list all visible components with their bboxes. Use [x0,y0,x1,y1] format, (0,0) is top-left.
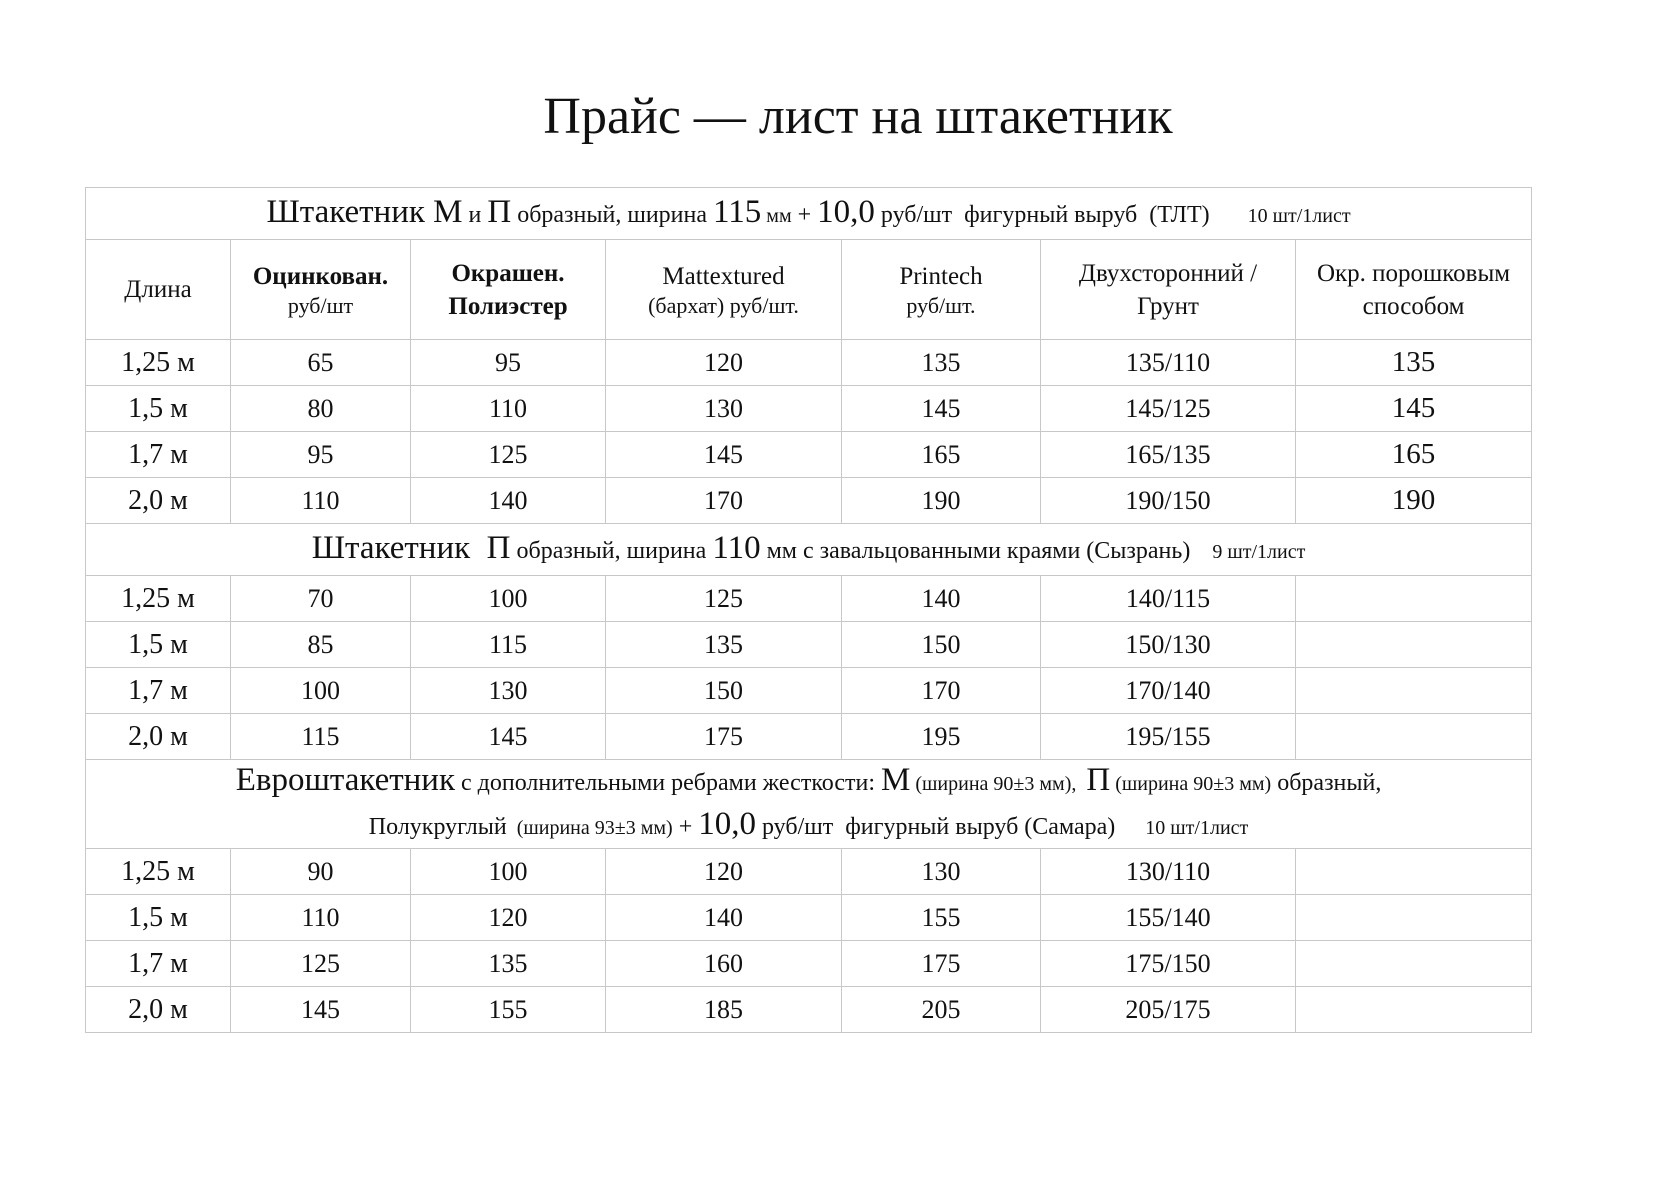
pack-info: 10 шт/1лист [1145,817,1249,839]
cell-len: 1,7 м [86,668,231,714]
cell-double: 205/175 [1041,987,1296,1033]
cell-zinc: 95 [231,432,411,478]
table-row [86,478,1532,524]
cell-matt: 120 [606,849,842,895]
cell-zinc: 85 [231,622,411,668]
cell-printech: 170 [842,668,1041,714]
cell-double: 135/110 [1041,340,1296,386]
cell-len: 2,0 м [86,987,231,1033]
table-row [86,714,1532,760]
section-header-2 [86,524,1532,576]
cell-len: 1,5 м [86,622,231,668]
cell-double: 175/150 [1041,941,1296,987]
table-row [86,386,1532,432]
col-zinc: Оцинкован. руб/шт [231,240,411,340]
cell-printech: 205 [842,987,1041,1033]
cell-len: 1,5 м [86,386,231,432]
cell-matt: 185 [606,987,842,1033]
cell-printech: 175 [842,941,1041,987]
table-row [86,987,1532,1033]
cell-double: 145/125 [1041,386,1296,432]
cell-len: 1,7 м [86,941,231,987]
cell-zinc: 90 [231,849,411,895]
cell-painted: 120 [411,895,606,941]
col-powder: Окр. порошковым способом [1296,240,1532,340]
cell-matt: 125 [606,576,842,622]
cell-matt: 170 [606,478,842,524]
table-row [86,340,1532,386]
cell-len: 2,0 м [86,478,231,524]
col-painted: Окрашен. Полиэстер [411,240,606,340]
cell-matt: 160 [606,941,842,987]
col-printech: Printech руб/шт. [842,240,1041,340]
cell-powder [1296,895,1532,941]
section-title-1: Штакетник М и П образный, ширина 115 мм + 10,0 руб/шт фигурный выруб (ТЛТ) 10 шт/1лист [86,188,1532,240]
cell-matt: 130 [606,386,842,432]
cell-painted: 140 [411,478,606,524]
cell-matt: 120 [606,340,842,386]
cell-powder [1296,668,1532,714]
cell-zinc: 110 [231,478,411,524]
cell-len: 2,0 м [86,714,231,760]
cell-zinc: 145 [231,987,411,1033]
cell-painted: 100 [411,849,606,895]
table-row [86,895,1532,941]
cell-matt: 175 [606,714,842,760]
cell-len: 1,25 м [86,340,231,386]
cell-matt: 145 [606,432,842,478]
cell-double: 140/115 [1041,576,1296,622]
cell-painted: 155 [411,987,606,1033]
cell-painted: 115 [411,622,606,668]
cell-painted: 95 [411,340,606,386]
cell-matt: 140 [606,895,842,941]
pack-info: 9 шт/1лист [1212,540,1306,563]
table-row [86,849,1532,895]
table-row [86,668,1532,714]
cell-zinc: 115 [231,714,411,760]
table-row [86,941,1532,987]
cell-double: 195/155 [1041,714,1296,760]
cell-double: 155/140 [1041,895,1296,941]
cell-powder [1296,714,1532,760]
cell-len: 1,25 м [86,576,231,622]
cell-printech: 190 [842,478,1041,524]
cell-printech: 135 [842,340,1041,386]
col-length: Длина [86,240,231,340]
cell-printech: 140 [842,576,1041,622]
cell-zinc: 80 [231,386,411,432]
section-header-3 [86,760,1532,849]
cell-powder [1296,987,1532,1033]
cell-double: 165/135 [1041,432,1296,478]
cell-printech: 145 [842,386,1041,432]
cell-powder: 165 [1296,432,1532,478]
section-title-3: Евроштакетник с дополнительными ребрами жесткости: М (ширина 90±3 мм), П (ширина 90±3 мм) образный, Полукруглый (ширина 93±3 мм) + 10,0 руб/шт фигурный выруб (Самара) 10 шт/1лист [86,760,1532,849]
cell-powder [1296,576,1532,622]
cell-zinc: 100 [231,668,411,714]
col-double: Двухсторонний / Грунт [1041,240,1296,340]
cell-painted: 100 [411,576,606,622]
cell-painted: 130 [411,668,606,714]
cell-zinc: 110 [231,895,411,941]
cell-powder: 135 [1296,340,1532,386]
cell-printech: 195 [842,714,1041,760]
table-row [86,622,1532,668]
cell-double: 170/140 [1041,668,1296,714]
table-row [86,576,1532,622]
cell-len: 1,25 м [86,849,231,895]
cell-double: 190/150 [1041,478,1296,524]
cell-painted: 110 [411,386,606,432]
cell-len: 1,5 м [86,895,231,941]
cell-zinc: 65 [231,340,411,386]
cell-printech: 130 [842,849,1041,895]
section-header-1 [86,188,1532,240]
cell-printech: 155 [842,895,1041,941]
cell-painted: 145 [411,714,606,760]
cell-powder: 190 [1296,478,1532,524]
cell-powder [1296,941,1532,987]
cell-powder [1296,622,1532,668]
cell-printech: 150 [842,622,1041,668]
cell-powder: 145 [1296,386,1532,432]
table-row [86,432,1532,478]
section-title-2: Штакетник П образный, ширина 110 мм с завальцованными краями (Сызрань) 9 шт/1лист [86,524,1532,576]
cell-zinc: 70 [231,576,411,622]
cell-printech: 165 [842,432,1041,478]
cell-powder [1296,849,1532,895]
cell-double: 150/130 [1041,622,1296,668]
cell-painted: 125 [411,432,606,478]
cell-matt: 135 [606,622,842,668]
cell-len: 1,7 м [86,432,231,478]
pack-info: 10 шт/1лист [1247,204,1351,227]
cell-painted: 135 [411,941,606,987]
cell-double: 130/110 [1041,849,1296,895]
cell-matt: 150 [606,668,842,714]
page-title: Прайс — лист на штакетник [543,88,1173,145]
column-header-row [86,240,1532,340]
col-matt: Mattextured (бархат) руб/шт. [606,240,842,340]
cell-zinc: 125 [231,941,411,987]
price-table [85,187,1532,1033]
